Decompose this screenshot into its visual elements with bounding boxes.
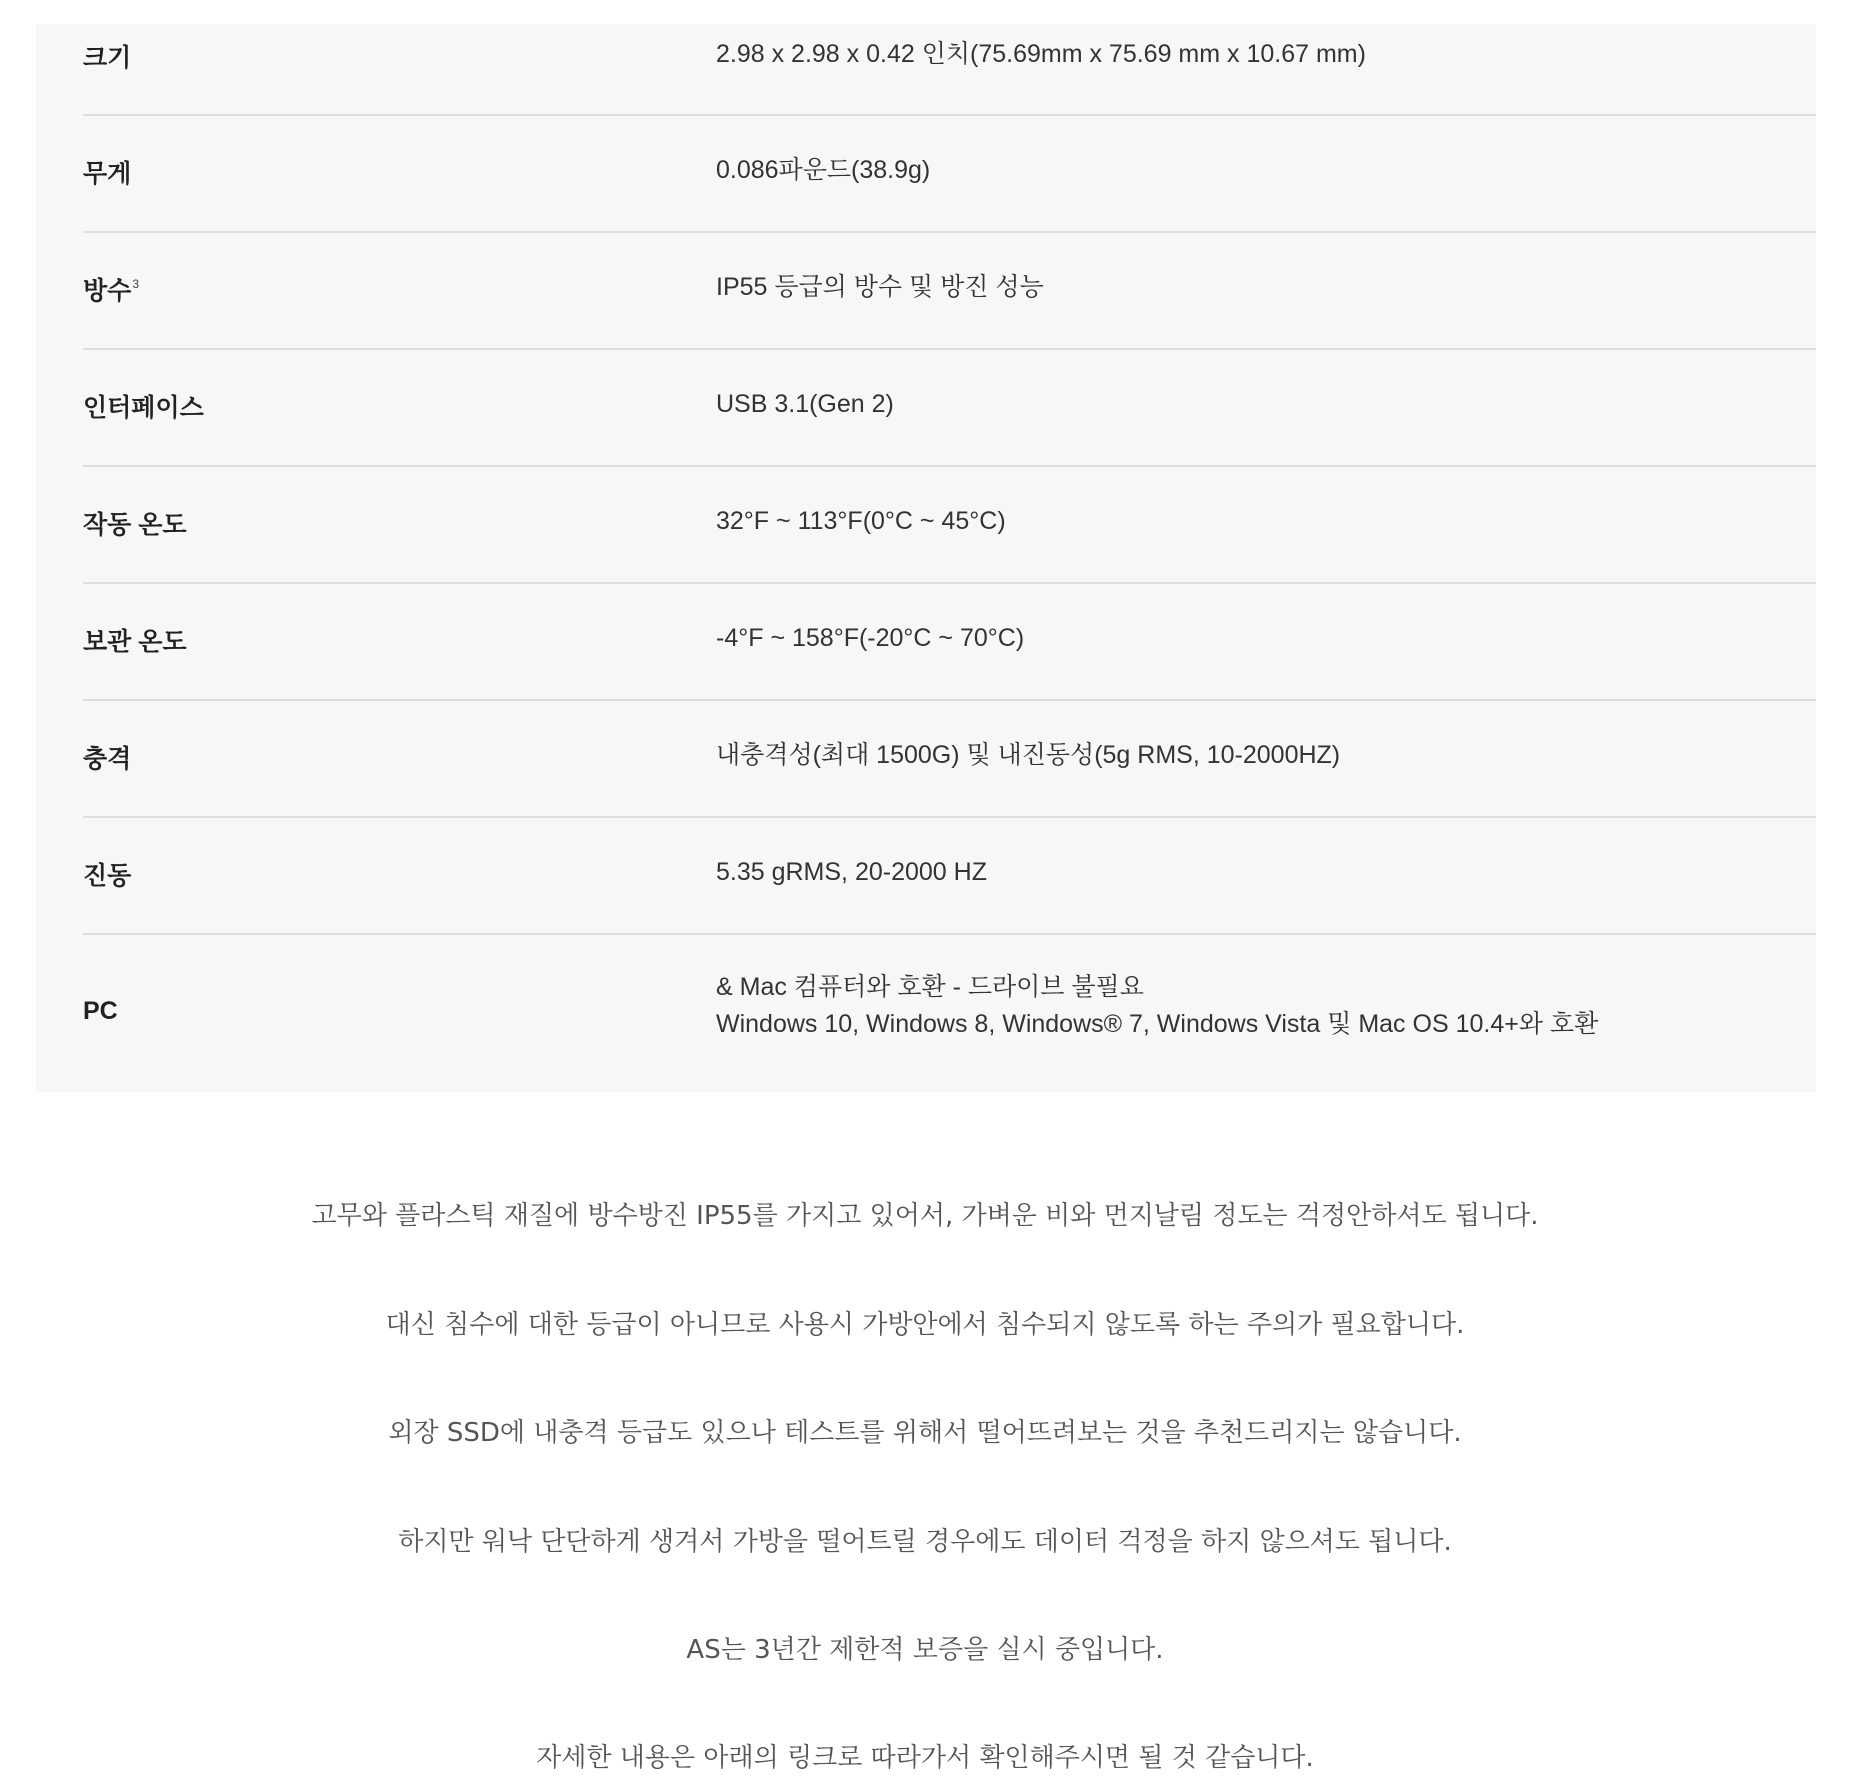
spec-row-pc [83, 935, 1816, 1092]
paragraph: 대신 침수에 대한 등급이 아니므로 사용시 가방안에서 침수되지 않도록 하는 주의가 필요합니다. [385, 1310, 1465, 1340]
spec-value: 2.98 x 2.98 x 0.42 인치(75.69mm x 75.69 mm x 10.67 mm) [716, 40, 1366, 68]
spec-value: 32°F ~ 113°F(0°C ~ 45°C) [716, 507, 1006, 535]
spec-label: 보관 온도 [83, 628, 187, 656]
footnote-marker: 3 [132, 276, 139, 291]
spec-label-text: 방수 [83, 277, 132, 305]
spec-label: PC [83, 997, 118, 1025]
spec-table [36, 24, 1816, 1092]
spec-row-interface [83, 350, 1816, 467]
paragraph: AS는 3년간 제한적 보증을 실시 중입니다. [686, 1635, 1164, 1665]
spec-value: 내충격성(최대 1500G) 및 내진동성(5g RMS, 10-2000HZ) [716, 741, 1341, 769]
spec-value: -4°F ~ 158°F(-20°C ~ 70°C) [716, 624, 1025, 652]
spec-value: USB 3.1(Gen 2) [716, 390, 894, 418]
spec-row-shock [83, 701, 1816, 818]
paragraph: 고무와 플라스틱 재질에 방수방진 IP55를 가지고 있어서, 가벼운 비와 먼지날림 정도는 걱정안하셔도 됩니다. [311, 1201, 1539, 1231]
spec-row-storage-temp [83, 584, 1816, 701]
paragraph: 외장 SSD에 내충격 등급도 있으나 테스트를 위해서 떨어뜨려보는 것을 추천드리지는 않습니다. [388, 1418, 1462, 1448]
spec-label: 크기 [83, 44, 132, 72]
spec-row-vibration [83, 818, 1816, 935]
spec-row-operating-temp [83, 467, 1816, 584]
spec-row-size [83, 24, 1816, 116]
spec-value-line1: & Mac 컴퓨터와 호환 - 드라이브 불필요 [716, 973, 1144, 1001]
spec-label: 진동 [83, 862, 132, 890]
spec-label: 인터페이스 [83, 394, 204, 422]
spec-label: 무게 [83, 160, 132, 188]
spec-value: 5.35 gRMS, 20-2000 HZ [716, 858, 987, 886]
spec-value: 0.086파운드(38.9g) [716, 156, 931, 184]
spec-label: 충격 [83, 745, 132, 773]
spec-label [83, 271, 139, 307]
spec-value: IP55 등급의 방수 및 방진 성능 [716, 273, 1044, 301]
spec-label: 작동 온도 [83, 511, 187, 539]
spec-row-weight [83, 116, 1816, 233]
paragraph: 자세한 내용은 아래의 링크로 따라가서 확인해주시면 될 것 같습니다. [536, 1743, 1314, 1773]
spec-row-waterproof [83, 233, 1816, 350]
paragraph: 하지만 워낙 단단하게 생겨서 가방을 떨어트릴 경우에도 데이터 걱정을 하지 않으셔도 됩니다. [398, 1527, 1452, 1557]
spec-value-line2: Windows 10, Windows 8, Windows® 7, Windows Vista 및 Mac OS 10.4+와 호환 [716, 1010, 1599, 1038]
